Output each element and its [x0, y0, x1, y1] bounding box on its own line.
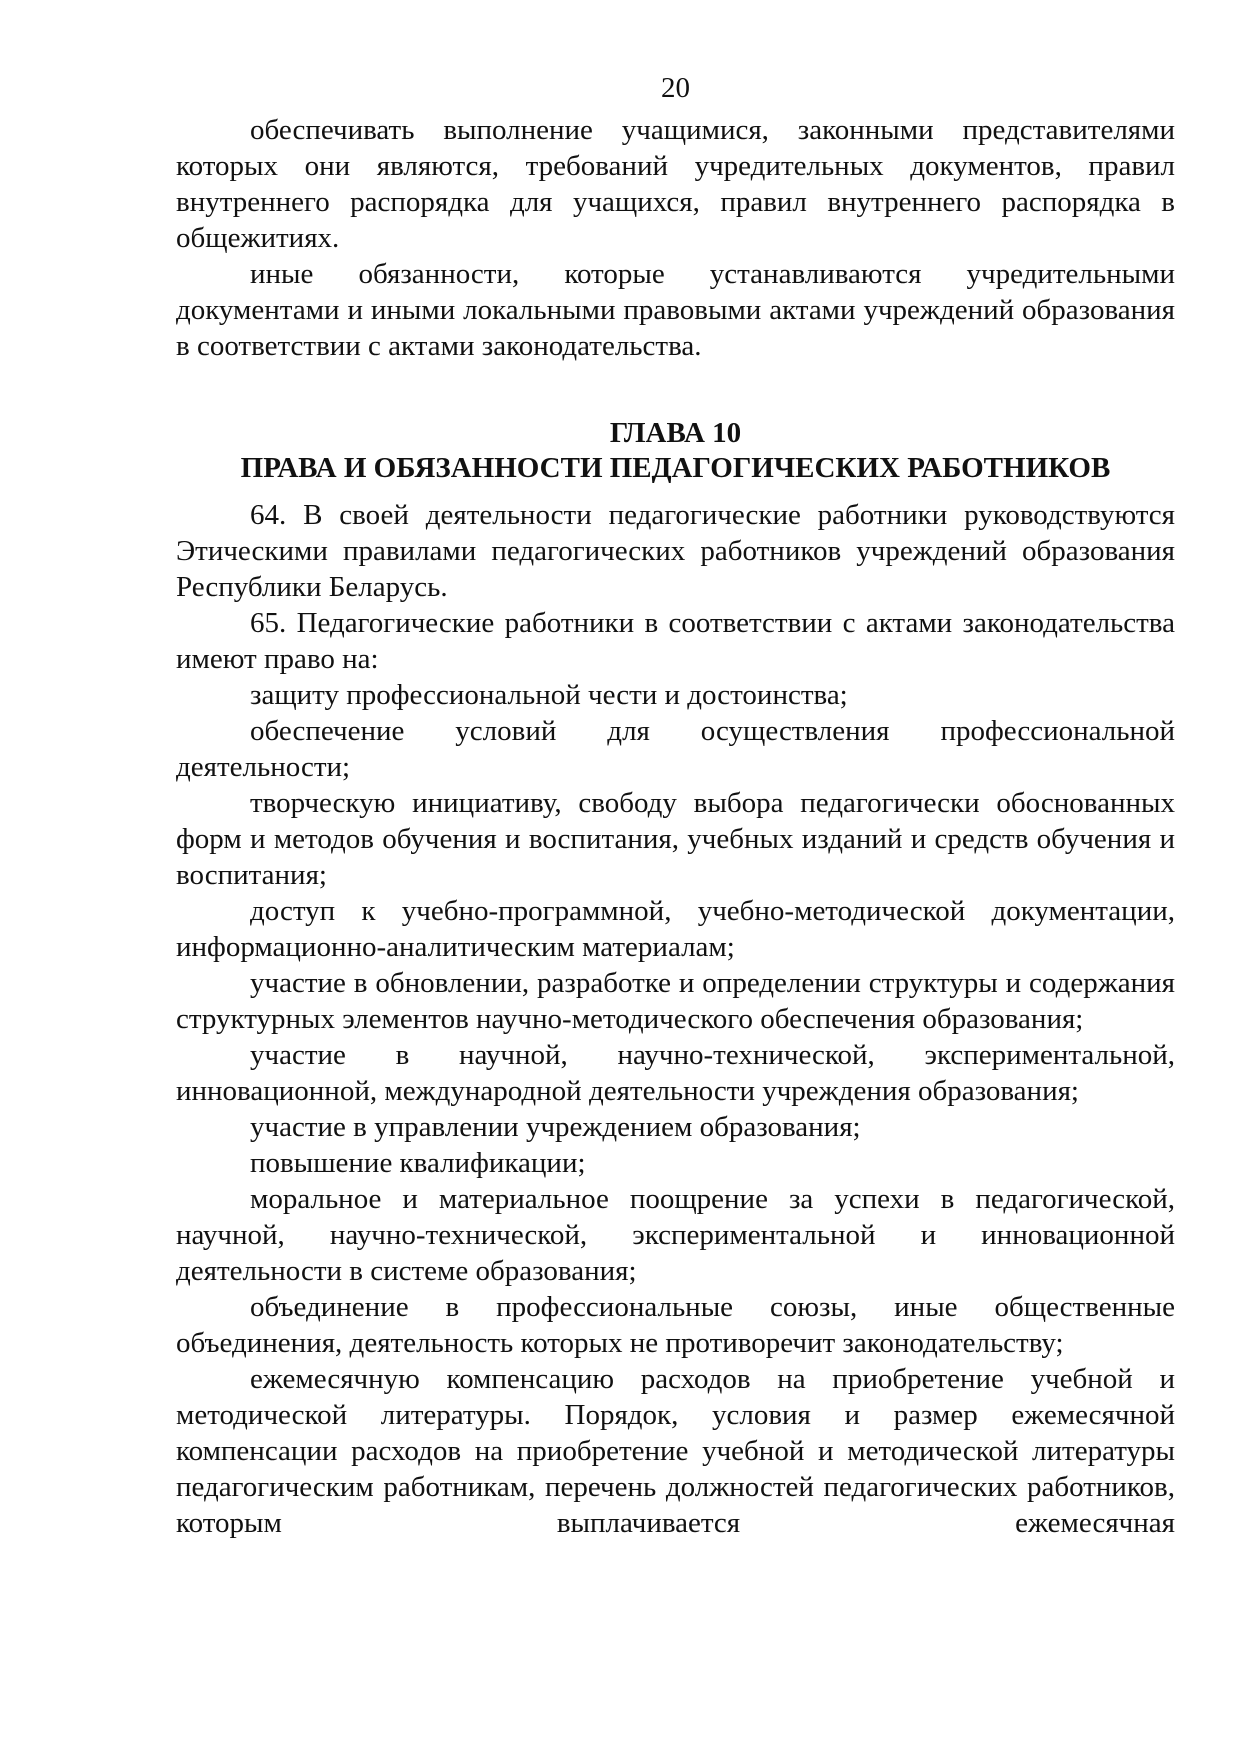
- list-item: объединение в профессиональные союзы, иные общественные объединения, деятельность которых не противоречит законодательству;: [176, 1291, 1175, 1359]
- chapter-heading: [176, 416, 1175, 486]
- list-item: участие в управлении учреждением образования;: [250, 1111, 861, 1143]
- list-item: доступ к учебно-программной, учебно-методической документации, информационно-аналитическим материалам;: [176, 895, 1175, 963]
- list-item: творческую инициативу, свободу выбора педагогически обоснованных форм и методов обучения и воспитания, учебных изданий и средств обучения и воспитания;: [176, 787, 1175, 891]
- list-item: участие в обновлении, разработке и определении структуры и содержания структурных элементов научно-методического обеспечения образования;: [176, 967, 1175, 1035]
- list-item: повышение квалификации;: [250, 1147, 586, 1179]
- chapter-number: ГЛАВА 10: [609, 417, 742, 449]
- page-number: 20: [661, 72, 690, 104]
- list-item: обеспечение условий для осуществления профессиональной деятельности;: [176, 715, 1175, 783]
- list-item: ежемесячную компенсацию расходов на приобретение учебной и методической литературы. Порядок, условия и размер ежемесячной компенсации расходов на приобретение учебной и методической литературы педагогическим работникам, перечень должностей педагогических работников, которым выплачивается ежемесячная: [176, 1363, 1175, 1539]
- paragraph: иные обязанности, которые устанавливаются учредительными документами и иными локальными правовыми актами учреждений образования в соответствии с актами законодательства.: [176, 258, 1175, 362]
- list-item: защиту профессиональной чести и достоинства;: [250, 679, 848, 711]
- paragraph: 64. В своей деятельности педагогические работники руководствуются Этическими правилами педагогических работников учреждений образования Республики Беларусь.: [176, 499, 1175, 603]
- paragraph: 65. Педагогические работники в соответствии с актами законодательства имеют право на:: [176, 607, 1175, 675]
- list-item: участие в научной, научно-технической, экспериментальной, инновационной, международной деятельности учреждения образования;: [176, 1039, 1175, 1107]
- list-item: моральное и материальное поощрение за успехи в педагогической, научной, научно-технической, экспериментальной и инновационной деятельности в системе образования;: [176, 1183, 1175, 1287]
- chapter-title: ПРАВА И ОБЯЗАННОСТИ ПЕДАГОГИЧЕСКИХ РАБОТНИКОВ: [240, 452, 1111, 484]
- document-page: [176, 70, 1175, 1541]
- paragraph: обеспечивать выполнение учащимися, законными представителями которых они являются, требований учредительных документов, правил внутреннего распорядка для учащихся, правил внутреннего распорядка в общежитиях.: [176, 114, 1175, 254]
